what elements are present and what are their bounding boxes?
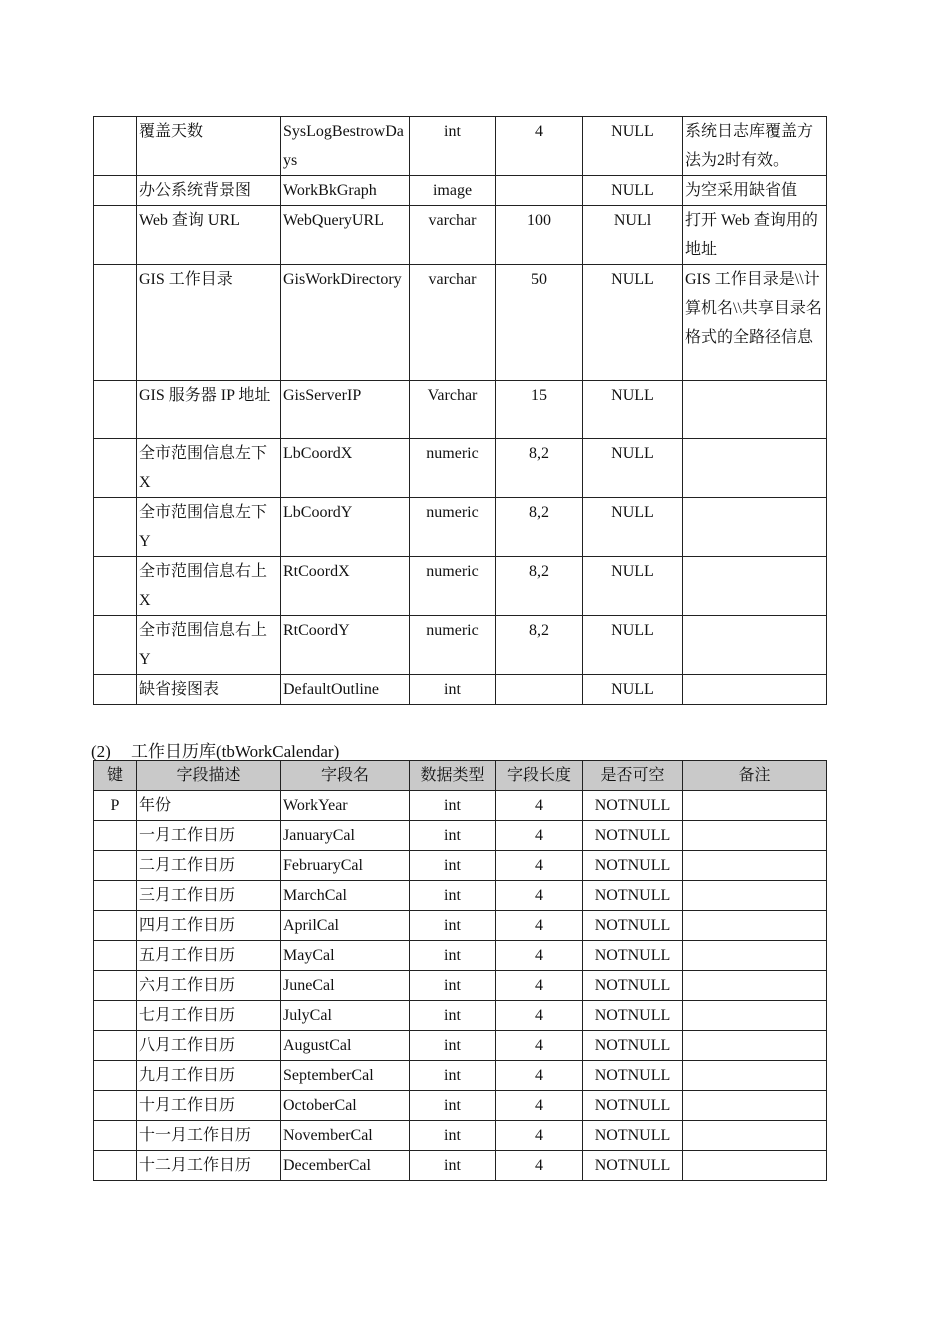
- table-row: [94, 971, 827, 1001]
- length-cell: 4: [496, 851, 583, 881]
- type-cell: int: [410, 881, 496, 911]
- header-type: 数据类型: [410, 761, 496, 791]
- desc-cell: 四月工作日历: [137, 911, 281, 941]
- note-cell: [683, 1061, 827, 1091]
- field-name-cell: JulyCal: [281, 1001, 410, 1031]
- type-cell: int: [410, 1031, 496, 1061]
- header-length: 字段长度: [496, 761, 583, 791]
- table-row: [94, 675, 827, 705]
- key-cell: [94, 821, 137, 851]
- key-cell: [94, 1091, 137, 1121]
- work-calendar-table: [93, 760, 827, 1181]
- field-name-cell: LbCoordY: [281, 498, 410, 557]
- type-cell: numeric: [410, 616, 496, 675]
- field-name-cell: SeptemberCal: [281, 1061, 410, 1091]
- field-name-cell: RtCoordY: [281, 616, 410, 675]
- key-cell: [94, 911, 137, 941]
- nullable-cell: NOTNULL: [583, 821, 683, 851]
- type-cell: int: [410, 675, 496, 705]
- field-table-continued: [93, 116, 827, 705]
- key-cell: [94, 851, 137, 881]
- field-name-cell: NovemberCal: [281, 1121, 410, 1151]
- length-cell: 4: [496, 971, 583, 1001]
- type-cell: Varchar: [410, 381, 496, 439]
- field-name-cell: RtCoordX: [281, 557, 410, 616]
- nullable-cell: NOTNULL: [583, 1001, 683, 1031]
- desc-cell: 十二月工作日历: [137, 1151, 281, 1181]
- note-cell: [683, 557, 827, 616]
- note-cell: [683, 821, 827, 851]
- key-cell: [94, 1001, 137, 1031]
- table-row: [94, 851, 827, 881]
- note-cell: [683, 791, 827, 821]
- length-cell: 8,2: [496, 616, 583, 675]
- type-cell: int: [410, 1121, 496, 1151]
- field-name-cell: OctoberCal: [281, 1091, 410, 1121]
- length-cell: 8,2: [496, 557, 583, 616]
- nullable-cell: NULL: [583, 265, 683, 381]
- length-cell: 4: [496, 1061, 583, 1091]
- length-cell: 4: [496, 821, 583, 851]
- table-row: [94, 881, 827, 911]
- section-title: 工作日历库(tbWorkCalendar): [131, 742, 340, 761]
- length-cell: 4: [496, 881, 583, 911]
- length-cell: [496, 176, 583, 206]
- type-cell: varchar: [410, 265, 496, 381]
- nullable-cell: NOTNULL: [583, 1151, 683, 1181]
- table-row: [94, 498, 827, 557]
- table-row: [94, 1061, 827, 1091]
- table-row: [94, 1091, 827, 1121]
- desc-cell: 六月工作日历: [137, 971, 281, 1001]
- header-field-name: 字段名: [281, 761, 410, 791]
- desc-cell: 十一月工作日历: [137, 1121, 281, 1151]
- note-cell: [683, 498, 827, 557]
- table-row: [94, 1151, 827, 1181]
- type-cell: numeric: [410, 439, 496, 498]
- key-cell: [94, 206, 137, 265]
- type-cell: int: [410, 821, 496, 851]
- key-cell: [94, 941, 137, 971]
- table-row: [94, 1031, 827, 1061]
- length-cell: 4: [496, 1121, 583, 1151]
- note-cell: [683, 911, 827, 941]
- desc-cell: Web 查询 URL: [137, 206, 281, 265]
- key-cell: P: [94, 791, 137, 821]
- key-cell: [94, 265, 137, 381]
- desc-cell: 一月工作日历: [137, 821, 281, 851]
- length-cell: [496, 675, 583, 705]
- table-row: [94, 117, 827, 176]
- nullable-cell: NOTNULL: [583, 791, 683, 821]
- nullable-cell: NOTNULL: [583, 851, 683, 881]
- field-name-cell: LbCoordX: [281, 439, 410, 498]
- desc-cell: GIS 服务器 IP 地址: [137, 381, 281, 439]
- note-cell: [683, 1121, 827, 1151]
- type-cell: varchar: [410, 206, 496, 265]
- section-heading: [91, 737, 339, 762]
- table-row: [94, 941, 827, 971]
- desc-cell: 全市范围信息右上Y: [137, 616, 281, 675]
- table-row: [94, 381, 827, 439]
- key-cell: [94, 1151, 137, 1181]
- table-row: [94, 176, 827, 206]
- field-name-cell: AugustCal: [281, 1031, 410, 1061]
- nullable-cell: NOTNULL: [583, 1031, 683, 1061]
- type-cell: image: [410, 176, 496, 206]
- desc-cell: 年份: [137, 791, 281, 821]
- section-number: (2): [91, 742, 111, 761]
- nullable-cell: NULL: [583, 675, 683, 705]
- length-cell: 8,2: [496, 439, 583, 498]
- field-name-cell: GisServerIP: [281, 381, 410, 439]
- nullable-cell: NULL: [583, 557, 683, 616]
- table-header-row: [94, 761, 827, 791]
- key-cell: [94, 498, 137, 557]
- length-cell: 4: [496, 911, 583, 941]
- note-cell: 为空采用缺省值: [683, 176, 827, 206]
- key-cell: [94, 1061, 137, 1091]
- nullable-cell: NULL: [583, 616, 683, 675]
- field-name-cell: AprilCal: [281, 911, 410, 941]
- note-cell: 系统日志库覆盖方法为2时有效。: [683, 117, 827, 176]
- nullable-cell: NULL: [583, 439, 683, 498]
- desc-cell: 覆盖天数: [137, 117, 281, 176]
- length-cell: 4: [496, 117, 583, 176]
- key-cell: [94, 616, 137, 675]
- length-cell: 4: [496, 1031, 583, 1061]
- length-cell: 50: [496, 265, 583, 381]
- table-row: [94, 439, 827, 498]
- note-cell: [683, 439, 827, 498]
- nullable-cell: NOTNULL: [583, 971, 683, 1001]
- type-cell: numeric: [410, 557, 496, 616]
- desc-cell: 三月工作日历: [137, 881, 281, 911]
- field-name-cell: GisWorkDirectory: [281, 265, 410, 381]
- header-key: 键: [94, 761, 137, 791]
- desc-cell: 八月工作日历: [137, 1031, 281, 1061]
- nullable-cell: NULL: [583, 176, 683, 206]
- nullable-cell: NOTNULL: [583, 1091, 683, 1121]
- field-name-cell: JuneCal: [281, 971, 410, 1001]
- field-name-cell: JanuaryCal: [281, 821, 410, 851]
- note-cell: [683, 1151, 827, 1181]
- type-cell: int: [410, 1001, 496, 1031]
- table-row: [94, 206, 827, 265]
- header-nullable: 是否可空: [583, 761, 683, 791]
- table-row: [94, 557, 827, 616]
- desc-cell: 二月工作日历: [137, 851, 281, 881]
- field-name-cell: DefaultOutline: [281, 675, 410, 705]
- key-cell: [94, 1031, 137, 1061]
- table-row: [94, 616, 827, 675]
- table-row: [94, 911, 827, 941]
- type-cell: int: [410, 1061, 496, 1091]
- header-note: 备注: [683, 761, 827, 791]
- table-row: [94, 1121, 827, 1151]
- field-table-body: [94, 117, 827, 705]
- type-cell: int: [410, 1091, 496, 1121]
- nullable-cell: NOTNULL: [583, 911, 683, 941]
- field-name-cell: WorkYear: [281, 791, 410, 821]
- length-cell: 4: [496, 1091, 583, 1121]
- key-cell: [94, 557, 137, 616]
- note-cell: [683, 381, 827, 439]
- work-calendar-table-body: [94, 791, 827, 1181]
- desc-cell: GIS 工作目录: [137, 265, 281, 381]
- field-name-cell: MayCal: [281, 941, 410, 971]
- length-cell: 4: [496, 1001, 583, 1031]
- desc-cell: 五月工作日历: [137, 941, 281, 971]
- nullable-cell: NOTNULL: [583, 941, 683, 971]
- note-cell: [683, 1091, 827, 1121]
- note-cell: [683, 851, 827, 881]
- key-cell: [94, 439, 137, 498]
- key-cell: [94, 176, 137, 206]
- field-name-cell: FebruaryCal: [281, 851, 410, 881]
- key-cell: [94, 675, 137, 705]
- header-desc: 字段描述: [137, 761, 281, 791]
- length-cell: 15: [496, 381, 583, 439]
- key-cell: [94, 971, 137, 1001]
- nullable-cell: NOTNULL: [583, 881, 683, 911]
- type-cell: int: [410, 941, 496, 971]
- length-cell: 4: [496, 1151, 583, 1181]
- note-cell: [683, 616, 827, 675]
- nullable-cell: NOTNULL: [583, 1061, 683, 1091]
- nullable-cell: NULL: [583, 381, 683, 439]
- length-cell: 4: [496, 941, 583, 971]
- field-name-cell: SysLogBestrowDays: [281, 117, 410, 176]
- key-cell: [94, 881, 137, 911]
- table-row: [94, 821, 827, 851]
- desc-cell: 九月工作日历: [137, 1061, 281, 1091]
- type-cell: int: [410, 911, 496, 941]
- note-cell: [683, 971, 827, 1001]
- type-cell: int: [410, 851, 496, 881]
- desc-cell: 七月工作日历: [137, 1001, 281, 1031]
- field-name-cell: WorkBkGraph: [281, 176, 410, 206]
- desc-cell: 十月工作日历: [137, 1091, 281, 1121]
- note-cell: [683, 1001, 827, 1031]
- desc-cell: 全市范围信息左下Y: [137, 498, 281, 557]
- length-cell: 4: [496, 791, 583, 821]
- length-cell: 100: [496, 206, 583, 265]
- desc-cell: 办公系统背景图: [137, 176, 281, 206]
- field-name-cell: WebQueryURL: [281, 206, 410, 265]
- type-cell: int: [410, 117, 496, 176]
- note-cell: [683, 941, 827, 971]
- desc-cell: 全市范围信息左下X: [137, 439, 281, 498]
- note-cell: GIS 工作目录是\\计算机名\\共享目录名格式的全路径信息: [683, 265, 827, 381]
- nullable-cell: NULL: [583, 498, 683, 557]
- note-cell: 打开 Web 查询用的地址: [683, 206, 827, 265]
- key-cell: [94, 381, 137, 439]
- length-cell: 8,2: [496, 498, 583, 557]
- field-name-cell: DecemberCal: [281, 1151, 410, 1181]
- nullable-cell: NULl: [583, 206, 683, 265]
- type-cell: int: [410, 791, 496, 821]
- type-cell: int: [410, 971, 496, 1001]
- table-row: [94, 1001, 827, 1031]
- note-cell: [683, 1031, 827, 1061]
- field-name-cell: MarchCal: [281, 881, 410, 911]
- table-row: [94, 791, 827, 821]
- key-cell: [94, 117, 137, 176]
- nullable-cell: NULL: [583, 117, 683, 176]
- desc-cell: 全市范围信息右上X: [137, 557, 281, 616]
- key-cell: [94, 1121, 137, 1151]
- table-row: [94, 265, 827, 381]
- desc-cell: 缺省接图表: [137, 675, 281, 705]
- type-cell: int: [410, 1151, 496, 1181]
- note-cell: [683, 675, 827, 705]
- nullable-cell: NOTNULL: [583, 1121, 683, 1151]
- note-cell: [683, 881, 827, 911]
- type-cell: numeric: [410, 498, 496, 557]
